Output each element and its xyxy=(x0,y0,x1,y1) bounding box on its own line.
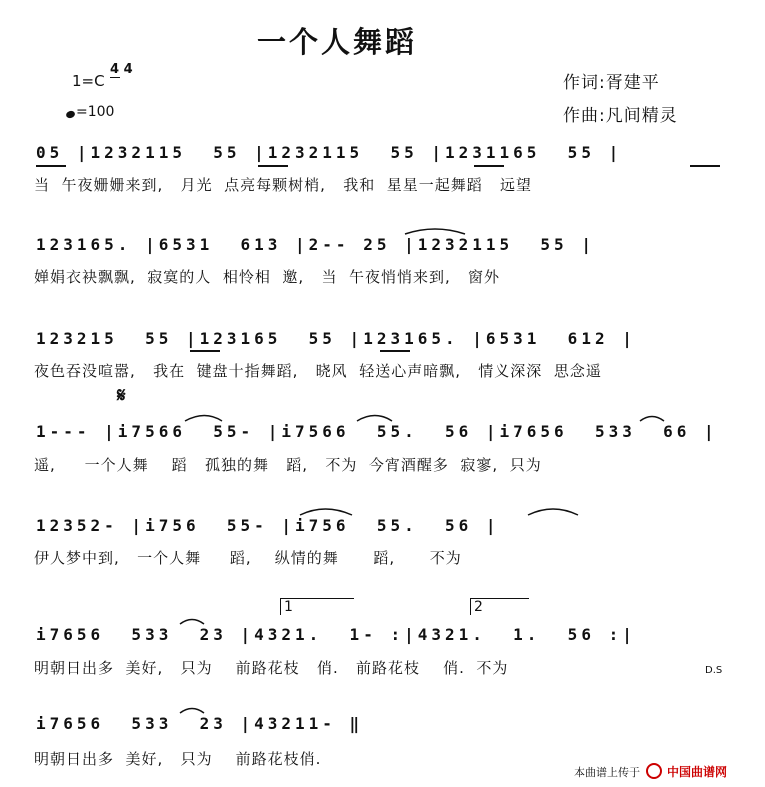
notation-line-6: i7656 533 23 |4321. 1- :|4321. 1. 56 :| xyxy=(36,625,636,644)
lyrics-line-5: 伊人梦中到, 一个人舞 蹈, 纵情的舞 蹈, 不为 xyxy=(34,549,462,567)
key-signature: 1=C xyxy=(72,72,105,90)
site-logo-icon xyxy=(646,763,662,779)
footer-text: 本曲谱上传于 xyxy=(574,766,640,779)
lyrics-line-6: 明朝日出多 美好, 只为 前路花枝 俏. 前路花枝 俏. 不为 xyxy=(34,659,509,677)
notation-line-5: 12352- |i756 55- |i756 55. 56 | xyxy=(36,516,500,535)
lyricist-credit: 作词:胥建平 xyxy=(563,73,660,93)
lyrics-line-2: 婵娟衣袂飘飘, 寂寞的人 相怜相 邀, 当 午夜悄悄来到, 窗外 xyxy=(34,268,501,286)
time-sig-bottom: 4 xyxy=(123,62,133,77)
lyrics-line-4: 遥, 一个人舞 蹈 孤独的舞 蹈, 不为 今宵酒醒多 寂寥, 只为 xyxy=(34,456,542,474)
composer-credit: 作曲:凡间精灵 xyxy=(563,106,678,126)
volta-1: 1 xyxy=(280,598,354,615)
tempo-value: =100 xyxy=(76,104,115,120)
footer-brand: 中国曲谱网 xyxy=(667,765,728,779)
lyrics-line-1: 当 午夜姗姗来到, 月光 点亮每颗树梢, 我和 星星一起舞蹈 远望 xyxy=(34,176,533,194)
notation-line-4: 1--- |i7566 55- |i7566 55. 56 |i7656 533 66 | xyxy=(36,422,718,441)
notation-line-7: i7656 533 23 |43211- ‖ xyxy=(36,714,364,733)
lyrics-line-3: 夜色吞没喧嚣, 我在 键盘十指舞蹈, 晓风 轻送心声暗飘, 情义深深 思念遥 xyxy=(34,362,602,380)
segno-icon: 𝄋 xyxy=(117,383,126,407)
notation-line-3: 123215 55 |123165 55 |123165. |6531 612 | xyxy=(36,329,636,348)
notation-line-2: 123165. |6531 613 |2-- 25 |1232115 55 | xyxy=(36,235,595,254)
time-sig-top: 4 xyxy=(110,62,120,77)
volta-2: 2 xyxy=(470,598,529,615)
dal-segno-marking: D.S xyxy=(705,665,723,676)
notation-line-1: 05 |1232115 55 |1232115 55 |1231165 55 | xyxy=(36,143,623,162)
lyrics-line-7: 明朝日出多 美好, 只为 前路花枝俏. xyxy=(34,750,322,768)
footer-attribution xyxy=(574,763,727,780)
song-title: 一个人舞蹈 xyxy=(257,25,418,59)
